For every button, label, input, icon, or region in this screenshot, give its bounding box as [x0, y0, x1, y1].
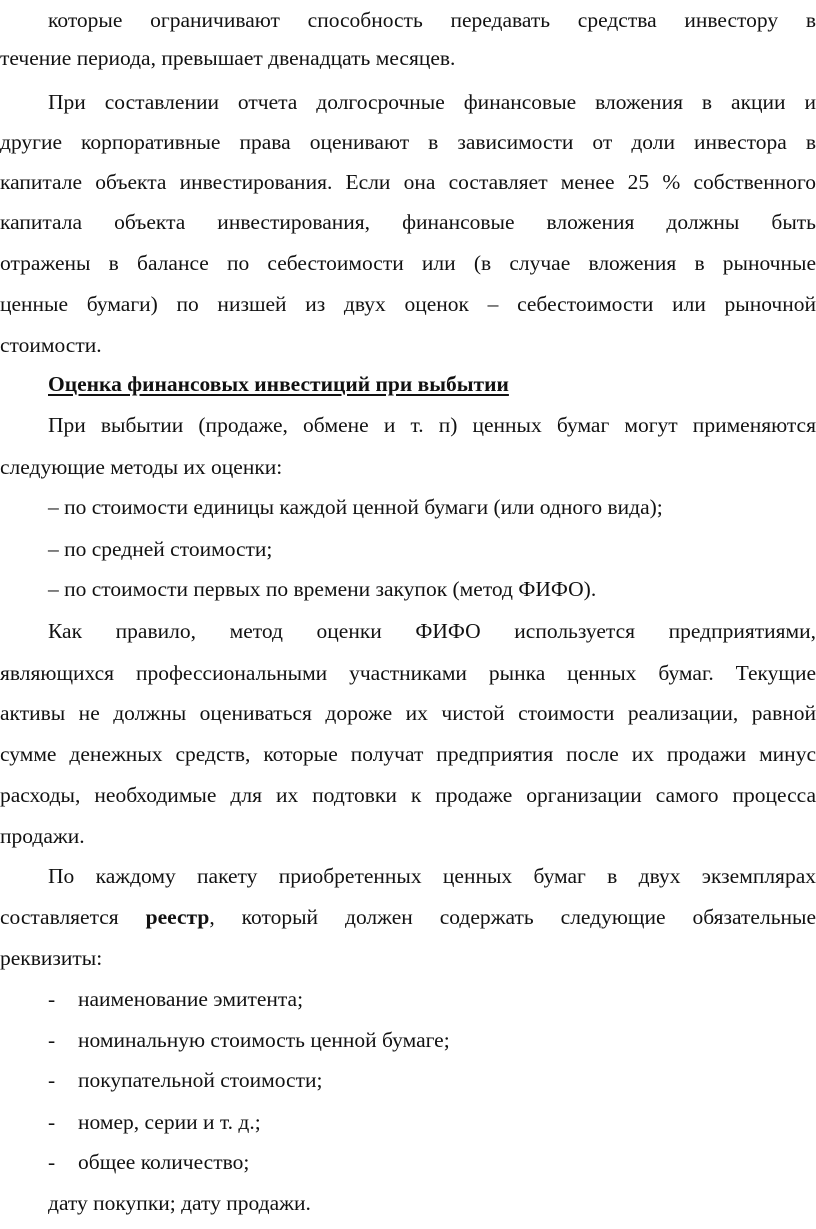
paragraph-3-line-1: При выбытии (продаже, обмене и т. п) ценных бумаг могут применяются — [48, 413, 816, 437]
list-bullet: - — [48, 1150, 56, 1174]
final-line: дату покупки; дату продажи. — [48, 1191, 311, 1215]
paragraph-2-line-2: другие корпоративные права оценивают в зависимости от доли инвестора в — [0, 130, 816, 154]
list-bullet: - — [48, 1068, 56, 1092]
paragraph-5-line-2-start: составляется — [0, 905, 146, 929]
paragraph-4-line-1: Как правило, метод оценки ФИФО используется предприятиями, — [48, 619, 816, 643]
requisite-item-4: номер, серии и т. д.; — [78, 1110, 261, 1134]
paragraph-3-line-2: следующие методы их оценки: — [0, 455, 283, 479]
paragraph-4-line-5: расходы, необходимые для их подтовки к продаже организации самого процесса — [0, 783, 816, 807]
paragraph-4-line-3: активы не должны оцениваться дороже их чистой стоимости реализации, равной — [0, 701, 816, 725]
paragraph-4-line-4: сумме денежных средств, которые получат предприятия после их продажи минус — [0, 742, 816, 766]
paragraph-5-line-3: реквизиты: — [0, 946, 103, 970]
requisite-item-1: наименование эмитента; — [78, 987, 304, 1011]
list-bullet: - — [48, 1028, 56, 1052]
list-bullet: - — [48, 987, 56, 1011]
registry-term: реестр — [145, 905, 210, 929]
paragraph-2-line-1: При составлении отчета долгосрочные финансовые вложения в акции и — [48, 90, 816, 114]
paragraph-4-line-6: продажи. — [0, 824, 85, 848]
method-item-1: – по стоимости единицы каждой ценной бумаги (или одного вида); — [48, 495, 663, 519]
list-bullet: - — [48, 1110, 56, 1134]
paragraph-5-line-2 — [0, 903, 816, 931]
paragraph-2-line-6: ценные бумаги) по низшей из двух оценок – себестоимости или рыночной — [0, 292, 816, 316]
method-item-3: – по стоимости первых по времени закупок (метод ФИФО). — [48, 577, 597, 601]
method-item-2: – по средней стоимости; — [48, 537, 273, 561]
section-heading: Оценка финансовых инвестиций при выбытии — [48, 372, 509, 396]
paragraph-2-line-7: стоимости. — [0, 333, 102, 357]
requisite-item-3: покупательной стоимости; — [78, 1068, 323, 1092]
paragraph-5-line-2-end: , который должен содержать следующие обязательные — [209, 905, 816, 929]
paragraph-2-line-4: капитала объекта инвестирования, финансовые вложения должны быть — [0, 210, 816, 234]
paragraph-2-line-3: капитале объекта инвестирования. Если она составляет менее 25 % собственного — [0, 170, 816, 194]
requisite-item-5: общее количество; — [78, 1150, 250, 1174]
requisite-item-2: номинальную стоимость ценной бумаге; — [78, 1028, 450, 1052]
paragraph-4-line-2: являющихся профессиональными участниками рынка ценных бумаг. Текущие — [0, 661, 816, 685]
paragraph-2-line-5: отражены в балансе по себестоимости или (в случае вложения в рыночные — [0, 251, 816, 275]
paragraph-5-line-1: По каждому пакету приобретенных ценных бумаг в двух экземплярах — [48, 864, 816, 888]
paragraph-1-line-1: которые ограничивают способность передавать средства инвестору в — [48, 8, 816, 32]
paragraph-1-line-2: течение периода, превышает двенадцать месяцев. — [0, 46, 456, 70]
